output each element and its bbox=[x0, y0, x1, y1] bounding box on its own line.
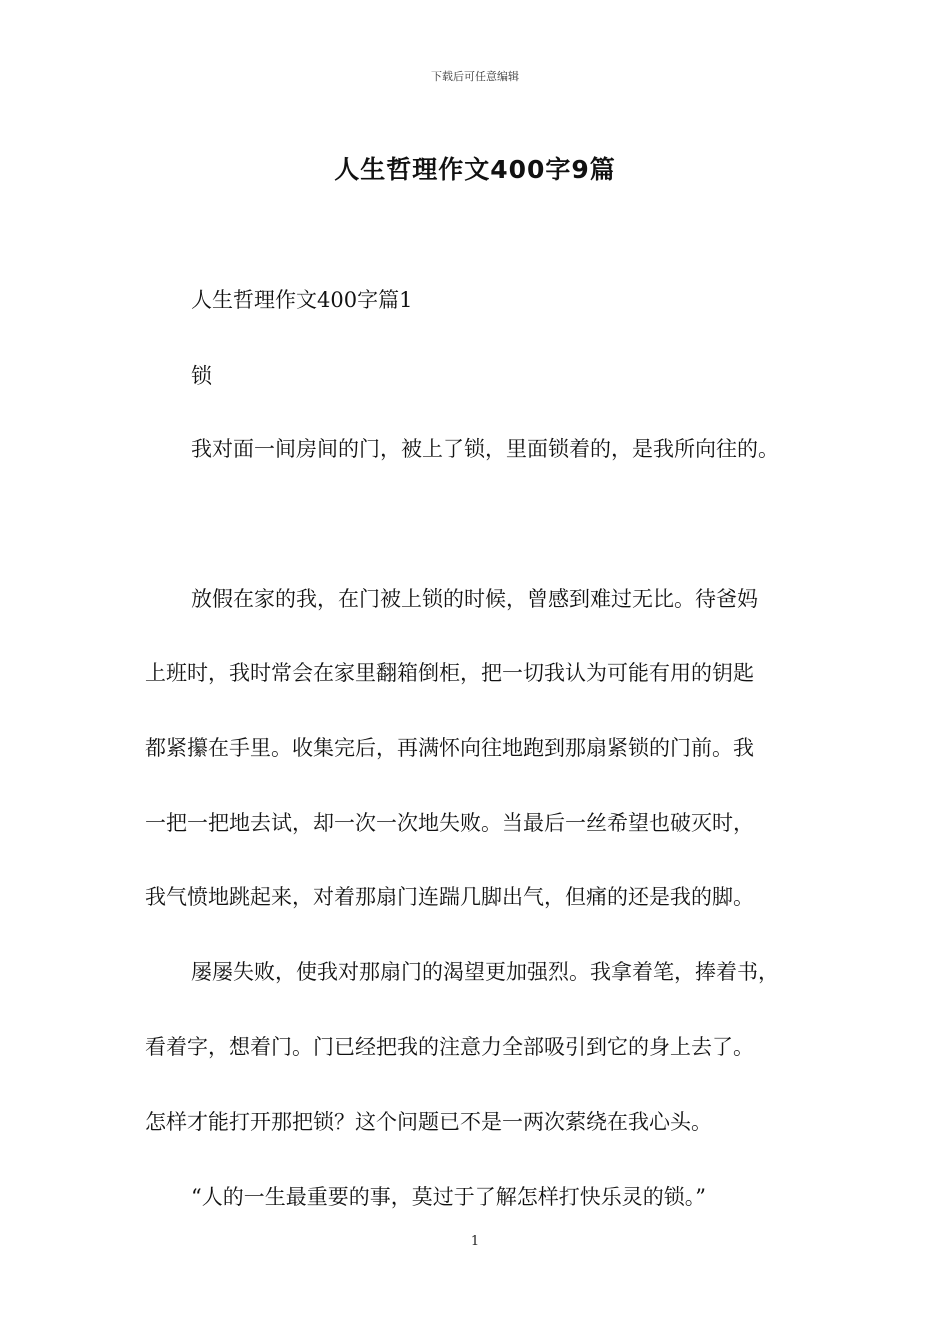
essay-title: 锁 bbox=[191, 364, 212, 388]
paragraph-line: 上班时，我时常会在家里翻箱倒柜，把一切我认为可能有用的钥匙 bbox=[145, 661, 754, 685]
page-number: 1 bbox=[470, 1234, 480, 1249]
paragraph-line: 我气愤地跳起来，对着那扇门连踹几脚出气，但痛的还是我的脚。 bbox=[145, 885, 754, 909]
paragraph-line: 屡屡失败，使我对那扇门的渴望更加强烈。我拿着笔，捧着书， bbox=[191, 960, 779, 984]
paragraph-line: “人的一生最重要的事，莫过于了解怎样打快乐灵的锁。” bbox=[191, 1185, 706, 1209]
paragraph-line: 我对面一间房间的门，被上了锁，里面锁着的，是我所向往的。 bbox=[191, 437, 779, 461]
paragraph-line: 怎样才能打开那把锁？这个问题已不是一两次萦绕在我心头。 bbox=[145, 1110, 712, 1134]
header-note: 下载后可任意编辑 bbox=[431, 70, 519, 83]
section-heading: 人生哲理作文400字篇1 bbox=[191, 288, 413, 312]
paragraph-line: 一把一把地去试，却一次一次地失败。当最后一丝希望也破灭时， bbox=[145, 811, 754, 835]
paragraph-line: 放假在家的我，在门被上锁的时候，曾感到难过无比。待爸妈 bbox=[191, 587, 758, 611]
document-title: 人生哲理作文400字9篇 bbox=[334, 155, 616, 184]
paragraph-line: 看着字，想着门。门已经把我的注意力全部吸引到它的身上去了。 bbox=[145, 1035, 754, 1059]
paragraph-line: 都紧攥在手里。收集完后，再满怀向往地跑到那扇紧锁的门前。我 bbox=[145, 736, 754, 760]
